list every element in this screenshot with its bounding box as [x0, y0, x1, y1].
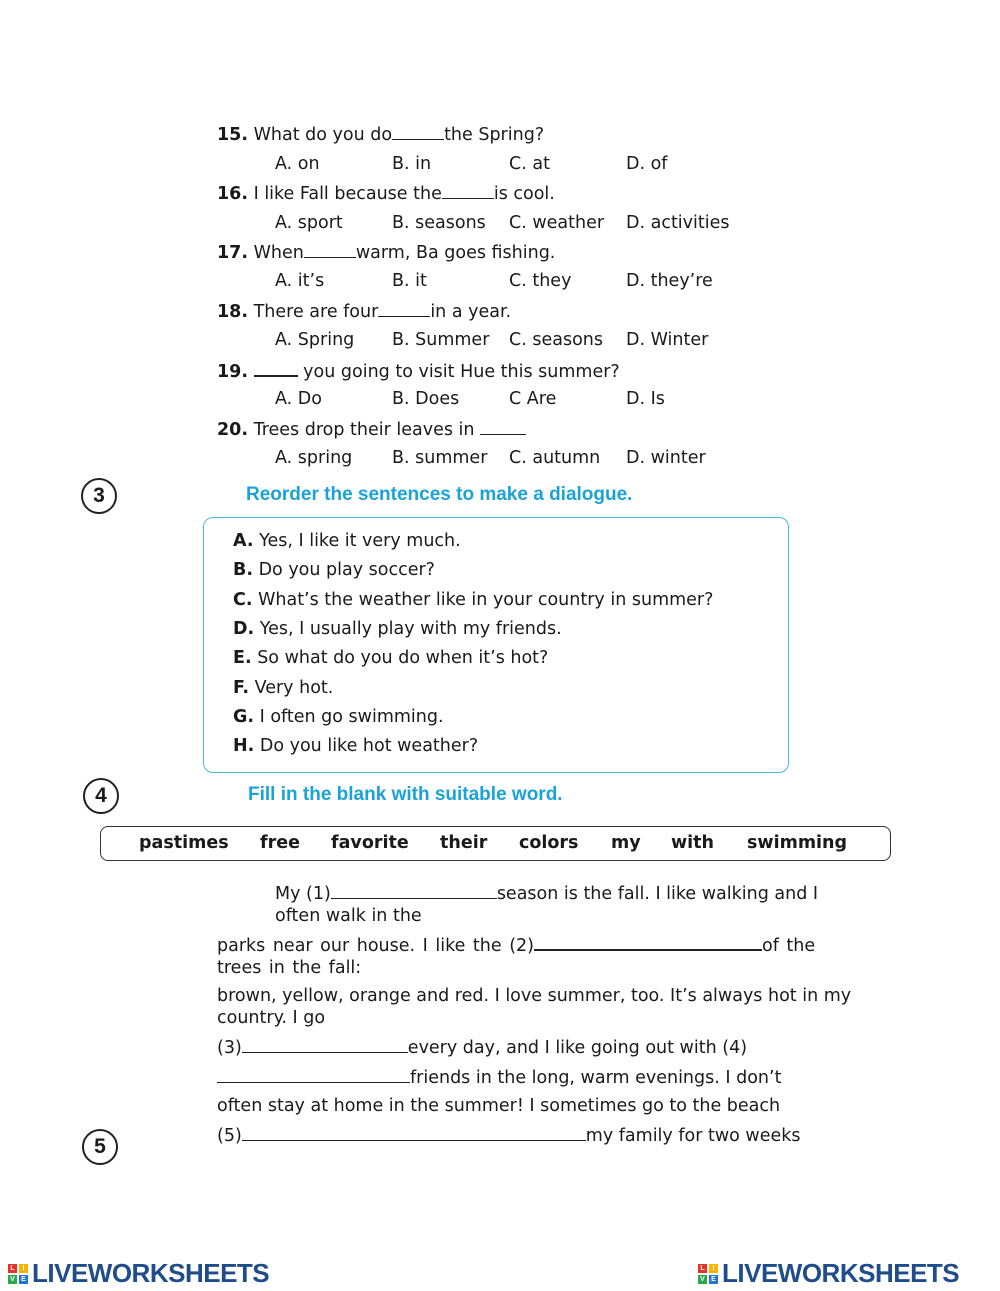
word-bank-item[interactable]: swimming — [747, 833, 848, 853]
question-stem: 17. When warm, Ba goes fishing. — [217, 243, 556, 263]
option-d[interactable]: D. they’re — [626, 271, 713, 291]
option-b[interactable]: B. Does — [392, 389, 460, 409]
paragraph-line-5: friends in the long, warm evenings. I don’t — [217, 1067, 781, 1088]
question-stem: 15. What do you do the Spring? — [217, 125, 545, 145]
paragraph-line-4: (3) every day, and I like going out with (4) — [217, 1038, 748, 1058]
option-a[interactable]: A. Spring — [275, 330, 355, 350]
section-4-number: 4 — [83, 778, 119, 814]
dialogue-line[interactable]: D. Yes, I usually play with my friends. — [233, 619, 562, 639]
dialogue-box — [203, 517, 789, 773]
blank-4[interactable] — [217, 1067, 410, 1083]
word-bank-item[interactable]: favorite — [331, 833, 409, 853]
option-c[interactable]: C Are — [509, 389, 557, 409]
paragraph-line-1: My (1) season is the fall. I like walking and I often walk in the — [275, 884, 819, 926]
option-a[interactable]: A. spring — [275, 448, 353, 468]
section-3-number: 3 — [81, 478, 117, 514]
option-b[interactable]: B. in — [392, 154, 432, 174]
option-d[interactable]: D. of — [626, 154, 668, 174]
question-stem: 18. There are four in a year. — [217, 302, 512, 322]
word-bank-item[interactable]: their — [440, 833, 488, 853]
option-c[interactable]: C. autumn — [509, 448, 601, 468]
option-c[interactable]: C. seasons — [509, 330, 603, 350]
option-a[interactable]: A. Do — [275, 389, 322, 409]
option-b[interactable]: B. it — [392, 271, 427, 291]
answer-blank[interactable] — [254, 360, 298, 377]
blank-3[interactable] — [242, 1037, 408, 1053]
dialogue-line[interactable]: H. Do you like hot weather? — [233, 736, 479, 756]
dialogue-line[interactable]: E. So what do you do when it’s hot? — [233, 648, 549, 668]
option-a[interactable]: A. on — [275, 154, 320, 174]
word-bank — [100, 826, 891, 861]
blank-5[interactable] — [242, 1125, 586, 1141]
answer-blank[interactable] — [480, 419, 526, 435]
dialogue-line[interactable]: C. What’s the weather like in your country in summer? — [233, 590, 714, 610]
liveworksheets-logo-left: L I V E LIVEWORKSHEETS — [8, 1258, 269, 1289]
option-d[interactable]: D. Winter — [626, 330, 709, 350]
option-a[interactable]: A. sport — [275, 213, 343, 233]
answer-blank[interactable] — [442, 183, 494, 199]
blank-2[interactable] — [534, 934, 762, 951]
word-bank-item[interactable]: my — [611, 833, 641, 853]
answer-blank[interactable] — [378, 301, 430, 317]
option-d[interactable]: D. Is — [626, 389, 665, 409]
word-bank-item[interactable]: with — [671, 833, 714, 853]
answer-blank[interactable] — [392, 124, 444, 140]
question-stem: 20. Trees drop their leaves in — [217, 419, 526, 440]
option-b[interactable]: B. Summer — [392, 330, 490, 350]
dialogue-line[interactable]: B. Do you play soccer? — [233, 560, 435, 580]
option-a[interactable]: A. it’s — [275, 271, 325, 291]
word-bank-item[interactable]: free — [260, 833, 300, 853]
word-bank-item[interactable]: colors — [519, 833, 579, 853]
dialogue-line[interactable]: F. Very hot. — [233, 678, 334, 698]
option-c[interactable]: C. at — [509, 154, 550, 174]
paragraph-line-3: brown, yellow, orange and red. I love summer, too. It’s always hot in my country. I go — [217, 986, 852, 1028]
option-c[interactable]: C. they — [509, 271, 572, 291]
answer-blank[interactable] — [304, 242, 356, 258]
dialogue-line[interactable]: A. Yes, I like it very much. — [233, 531, 461, 551]
question-stem: 16. I like Fall because the is cool. — [217, 184, 555, 204]
paragraph-line-2: parks near our house. I like the (2) of the trees in the fall: — [217, 936, 816, 978]
section-3-title: Reorder the sentences to make a dialogue. — [246, 484, 633, 505]
question-stem: 19. you going to visit Hue this summer? — [217, 362, 620, 382]
section-5-number: 5 — [82, 1129, 118, 1165]
blank-1[interactable] — [331, 883, 497, 899]
option-b[interactable]: B. seasons — [392, 213, 486, 233]
word-bank-item[interactable]: pastimes — [139, 833, 229, 853]
logo-grid-icon: L I V E — [8, 1264, 28, 1284]
option-d[interactable]: D. activities — [626, 213, 730, 233]
paragraph-line-6: often stay at home in the summer! I sometimes go to the beach — [217, 1096, 781, 1116]
option-c[interactable]: C. weather — [509, 213, 605, 233]
logo-grid-icon: L I V E — [698, 1264, 718, 1284]
option-b[interactable]: B. summer — [392, 448, 488, 468]
option-d[interactable]: D. winter — [626, 448, 706, 468]
dialogue-line[interactable]: G. I often go swimming. — [233, 707, 444, 727]
section-4-title: Fill in the blank with suitable word. — [248, 784, 563, 805]
paragraph-line-7: (5) my family for two weeks — [217, 1126, 801, 1146]
liveworksheets-logo-right: L I V E LIVEWORKSHEETS — [698, 1258, 959, 1289]
